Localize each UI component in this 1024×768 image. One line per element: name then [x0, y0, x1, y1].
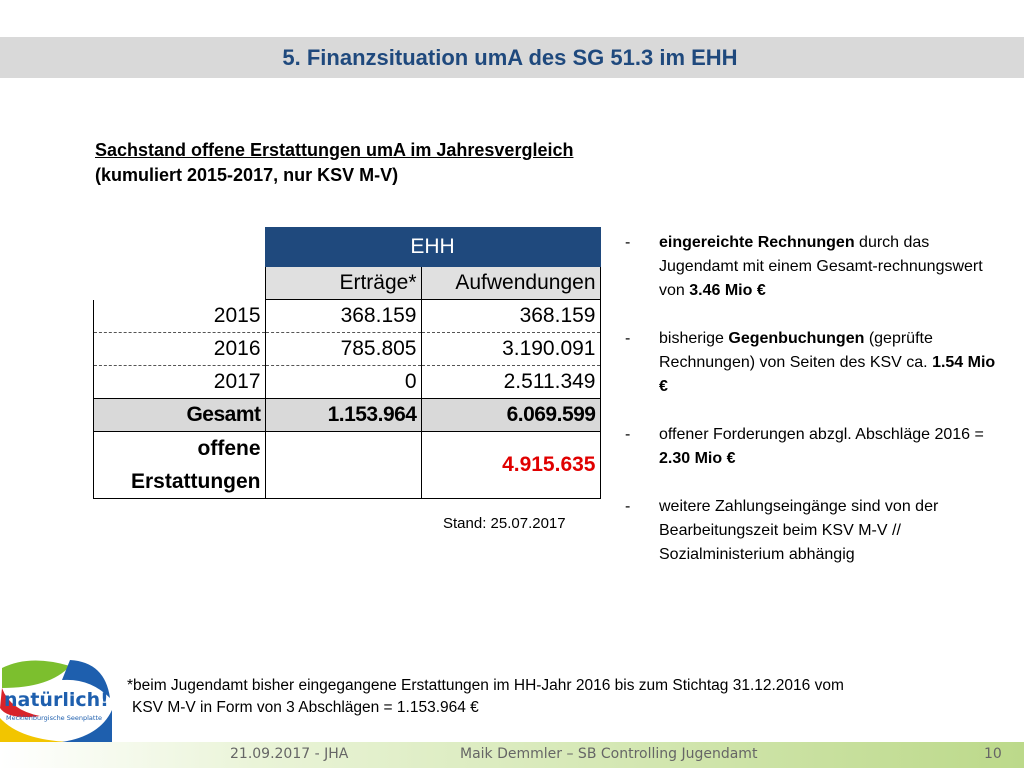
status-date: Stand: 25.07.2017: [443, 515, 566, 532]
bullet-plain-text: weitere Zahlungseingänge sind von der Bearbeitungszeit beim KSV M-V // Sozialministerium abhängig: [659, 498, 939, 563]
bullet-bold-text: Gegenbuchungen: [728, 330, 865, 347]
footer-bar: [0, 742, 1024, 768]
footer-page-number: 10: [984, 746, 1002, 762]
bullet-item: [625, 423, 1005, 471]
row-year: 2016: [94, 333, 266, 366]
section-heading: [95, 138, 573, 188]
total-aufwendungen: 6.069.599: [421, 399, 600, 432]
open-refunds-label: offene Erstattungen: [94, 432, 266, 499]
table-row: [94, 366, 601, 399]
bullet-text: [659, 423, 1005, 471]
row-aufwendungen: 368.159: [421, 300, 600, 333]
total-label: Gesamt: [94, 399, 266, 432]
row-aufwendungen: 3.190.091: [421, 333, 600, 366]
col-header-aufwendungen: Aufwendungen: [421, 267, 600, 300]
bullet-dash: -: [625, 234, 631, 251]
row-ertraege: 785.805: [265, 333, 421, 366]
total-ertraege: 1.153.964: [265, 399, 421, 432]
row-year: 2017: [94, 366, 266, 399]
logo-graphic: [0, 658, 112, 742]
row-year: 2015: [94, 300, 266, 333]
bullet-bold-text: 1.54 Mio €: [659, 354, 996, 395]
bullet-bold-text: 3.46 Mio €: [689, 282, 766, 299]
slide-title: 5. Finanzsituation umA des SG 51.3 im EHH: [282, 44, 738, 70]
footnote-line-1: *beim Jugendamt bisher eingegangene Erstattungen im HH-Jahr 2016 bis zum Stichtag 31.12.2016 vom: [127, 677, 844, 694]
row-ertraege: 0: [265, 366, 421, 399]
table-group-header-row: [94, 228, 601, 267]
footnote: [127, 675, 844, 719]
table-row: [94, 300, 601, 333]
title-bar: [0, 37, 1024, 78]
footnote-line-2: KSV M-V in Form von 3 Abschlägen = 1.153.964 €: [132, 699, 479, 716]
bullet-dash: -: [625, 498, 631, 515]
bullet-plain-text: durch das Jugendamt mit einem Gesamt-rechnungswert von: [659, 234, 983, 299]
table-column-header-row: [94, 267, 601, 300]
total-row: [94, 399, 601, 432]
bullet-dash: -: [625, 426, 631, 443]
bullet-plain-text: (geprüfte Rechnungen) von Seiten des KSV ca.: [659, 330, 933, 371]
logo-word: natürlich!: [4, 689, 109, 711]
logo-tagline: Mecklenburgische Seenplatte: [6, 714, 103, 722]
col-header-ertraege: Erträge*: [265, 267, 421, 300]
heading-line-1: Sachstand offene Erstattungen umA im Jahresvergleich: [95, 140, 574, 160]
footer-author: Maik Demmler – SB Controlling Jugendamt: [460, 746, 758, 762]
bullet-text: [659, 327, 1005, 399]
bullet-dash: -: [625, 330, 631, 347]
bullet-item: [625, 327, 1005, 399]
bullet-bold-text: eingereichte Rechnungen: [659, 234, 855, 251]
heading-line-2: (kumuliert 2015-2017, nur KSV M-V): [95, 165, 399, 185]
table-row: [94, 333, 601, 366]
bullet-plain-text: bisherige: [659, 330, 729, 347]
row-aufwendungen: 2.511.349: [421, 366, 600, 399]
bullet-bold-text: 2.30 Mio €: [659, 450, 736, 467]
row-ertraege: 368.159: [265, 300, 421, 333]
bullet-plain-text: offener Forderungen abzgl. Abschläge 2016 =: [659, 426, 984, 443]
footer-date: 21.09.2017 - JHA: [230, 746, 349, 762]
open-refunds-value: 4.915.635: [421, 432, 600, 499]
open-refunds-row: [94, 432, 601, 499]
bullet-item: [625, 231, 1005, 303]
group-header-ehh: EHH: [265, 228, 600, 267]
finance-table: [93, 227, 601, 499]
bullet-item: [625, 495, 1005, 567]
bullet-text: [659, 495, 1005, 567]
bullet-list: [625, 231, 1005, 591]
logo: [0, 658, 112, 742]
bullet-text: [659, 231, 1005, 303]
